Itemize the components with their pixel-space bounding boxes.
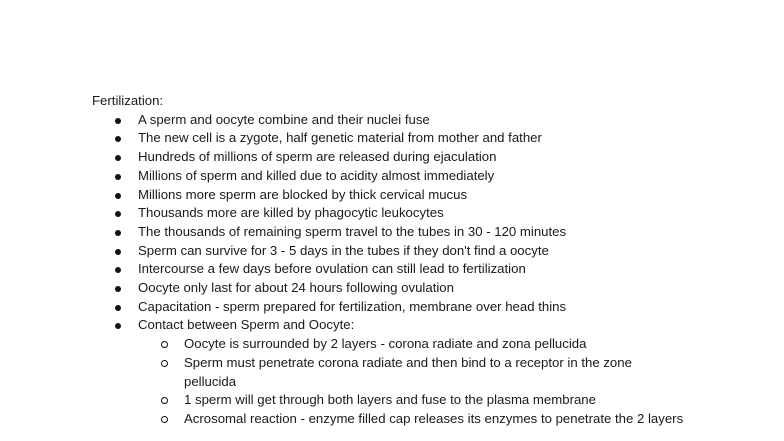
list-item-text: Thousands more are killed by phagocytic leukocytes: [138, 205, 444, 221]
hollow-bullet-icon: [161, 360, 168, 367]
bullet-icon: [115, 305, 121, 311]
hollow-bullet-icon: [161, 397, 168, 404]
list-item: [92, 111, 732, 130]
list-item: [92, 260, 732, 279]
list-item-text: Intercourse a few days before ovulation can still lead to fertilization: [138, 261, 526, 277]
list-item-text: Sperm can survive for 3 - 5 days in the tubes if they don't find a oocyte: [138, 242, 549, 258]
list-item-text: Contact between Sperm and Oocyte:: [138, 317, 355, 333]
bullet-icon: [115, 286, 121, 292]
list-item: [92, 279, 732, 298]
sub-list-item: [138, 354, 684, 391]
list-item: [92, 129, 732, 148]
sub-list-item: [138, 410, 684, 429]
bullet-icon: [115, 174, 121, 180]
document-body: [92, 92, 732, 429]
sub-list-item: [138, 335, 684, 354]
sub-list-item-text: Acrosomal reaction - enzyme filled cap releases its enzymes to penetrate the 2 layers: [184, 410, 684, 426]
list-item-text: Millions of sperm and killed due to acidity almost immediately: [138, 167, 495, 183]
bullet-icon: [115, 323, 121, 329]
list-item: [92, 298, 732, 317]
bullet-icon: [115, 230, 121, 236]
bullet-icon: [115, 267, 121, 273]
list-item-text: Capacitation - sperm prepared for fertilization, membrane over head thins: [138, 298, 567, 314]
list-item-text: Oocyte only last for about 24 hours following ovulation: [138, 280, 454, 296]
list-item-text: A sperm and oocyte combine and their nuclei fuse: [138, 111, 430, 127]
list-item-text: The thousands of remaining sperm travel to the tubes in 30 - 120 minutes: [138, 223, 567, 239]
sub-list-item-text: Sperm must penetrate corona radiate and then bind to a receptor in the zone pellucida: [184, 354, 632, 389]
sub-list-item-text: Oocyte is surrounded by 2 layers - corona radiate and zona pellucida: [184, 336, 587, 352]
section-heading: Fertilization:: [92, 93, 164, 108]
bullet-icon: [115, 155, 121, 161]
list-item: [92, 242, 732, 261]
bullet-icon: [115, 193, 121, 199]
list-item-text: Hundreds of millions of sperm are released during ejaculation: [138, 149, 497, 165]
bullet-icon: [115, 249, 121, 255]
bullet-list: [92, 111, 732, 429]
list-item: [92, 186, 732, 205]
list-item: [92, 204, 732, 223]
list-item: [92, 148, 732, 167]
sub-list-item-text: 1 sperm will get through both layers and fuse to the plasma membrane: [184, 392, 596, 408]
list-item: [92, 316, 732, 428]
bullet-icon: [115, 118, 121, 124]
bullet-icon: [115, 136, 121, 142]
sub-list-item: [138, 391, 684, 410]
bullet-icon: [115, 211, 121, 217]
list-item-text: Millions more sperm are blocked by thick cervical mucus: [138, 186, 468, 202]
hollow-bullet-icon: [161, 341, 168, 348]
list-item: [92, 223, 732, 242]
sub-bullet-list: [138, 335, 732, 429]
hollow-bullet-icon: [161, 416, 168, 423]
list-item: [92, 167, 732, 186]
list-item-text: The new cell is a zygote, half genetic material from mother and father: [138, 130, 542, 146]
